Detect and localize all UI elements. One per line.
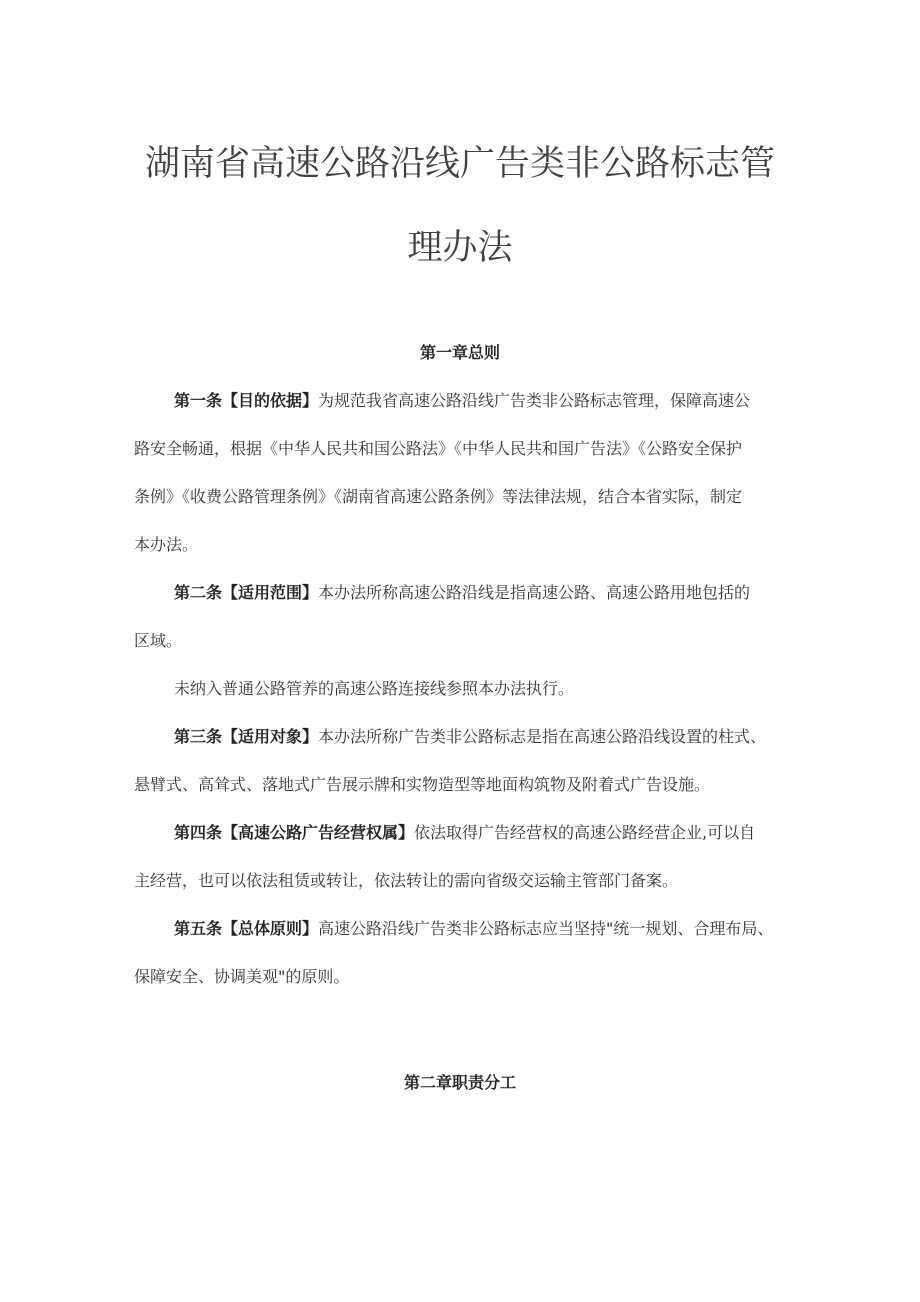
chapter2-heading: 第二章职责分工 — [403, 1073, 516, 1092]
article1-line4: 本办法。 — [134, 535, 199, 554]
article1-line1 — [174, 391, 750, 411]
article3-head: 第三条【适用对象】 — [174, 727, 319, 746]
article3-text1: 本办法所称广告类非公路标志是指在高速公路沿线设置的柱式、 — [318, 727, 767, 746]
chapter1-heading: 第一章总则 — [419, 343, 500, 362]
article4-head: 第四条【高速公路广告经营权属】 — [174, 823, 415, 842]
article2-text1: 本办法所称高速公路沿线是指高速公路、高速公路用地包括的 — [318, 583, 751, 602]
article2-head: 第二条【适用范围】 — [174, 583, 319, 602]
article5-head: 第五条【总体原则】 — [174, 919, 319, 938]
article5-line2: 保障安全、协调美观"的原则。 — [134, 967, 350, 986]
article3-line1 — [174, 727, 766, 747]
article1-text1: 为规范我省高速公路沿线广告类非公路标志管理，保障高速公 — [318, 391, 751, 410]
article4-text1: 依法取得广告经营权的高速公路经营企业,可以自 — [414, 823, 756, 842]
document-title-line1: 湖南省高速公路沿线广告类非公路标志管 — [144, 144, 775, 184]
article2-extra: 未纳入普通公路管养的高速公路连接线参照本办法执行。 — [174, 679, 575, 698]
article1-line2: 路安全畅通，根据《中华人民共和国公路法》《中华人民共和国广告法》《公路安全保护 — [134, 439, 743, 458]
article5-text1: 高速公路沿线广告类非公路标志应当坚持"统一规划、合理布局、 — [318, 919, 774, 938]
article1-line3: 条例》《收费公路管理条例》《湖南省高速公路条例》等法律法规，结合本省实际，制定 — [134, 487, 743, 506]
article3-line2: 悬臂式、高耸式、落地式广告展示牌和实物造型等地面构筑物及附着式广告设施。 — [134, 775, 711, 794]
article5-line1 — [174, 919, 773, 939]
article1-head: 第一条【目的依据】 — [174, 391, 319, 410]
article4-line1 — [174, 823, 755, 843]
document-title-line2: 理办法 — [407, 228, 513, 268]
article2-line2: 区域。 — [134, 631, 183, 650]
article2-line1 — [174, 583, 750, 603]
article4-line2: 主经营，也可以依法租赁或转让，依法转让的需向省级交运输主管部门备案。 — [134, 871, 679, 890]
